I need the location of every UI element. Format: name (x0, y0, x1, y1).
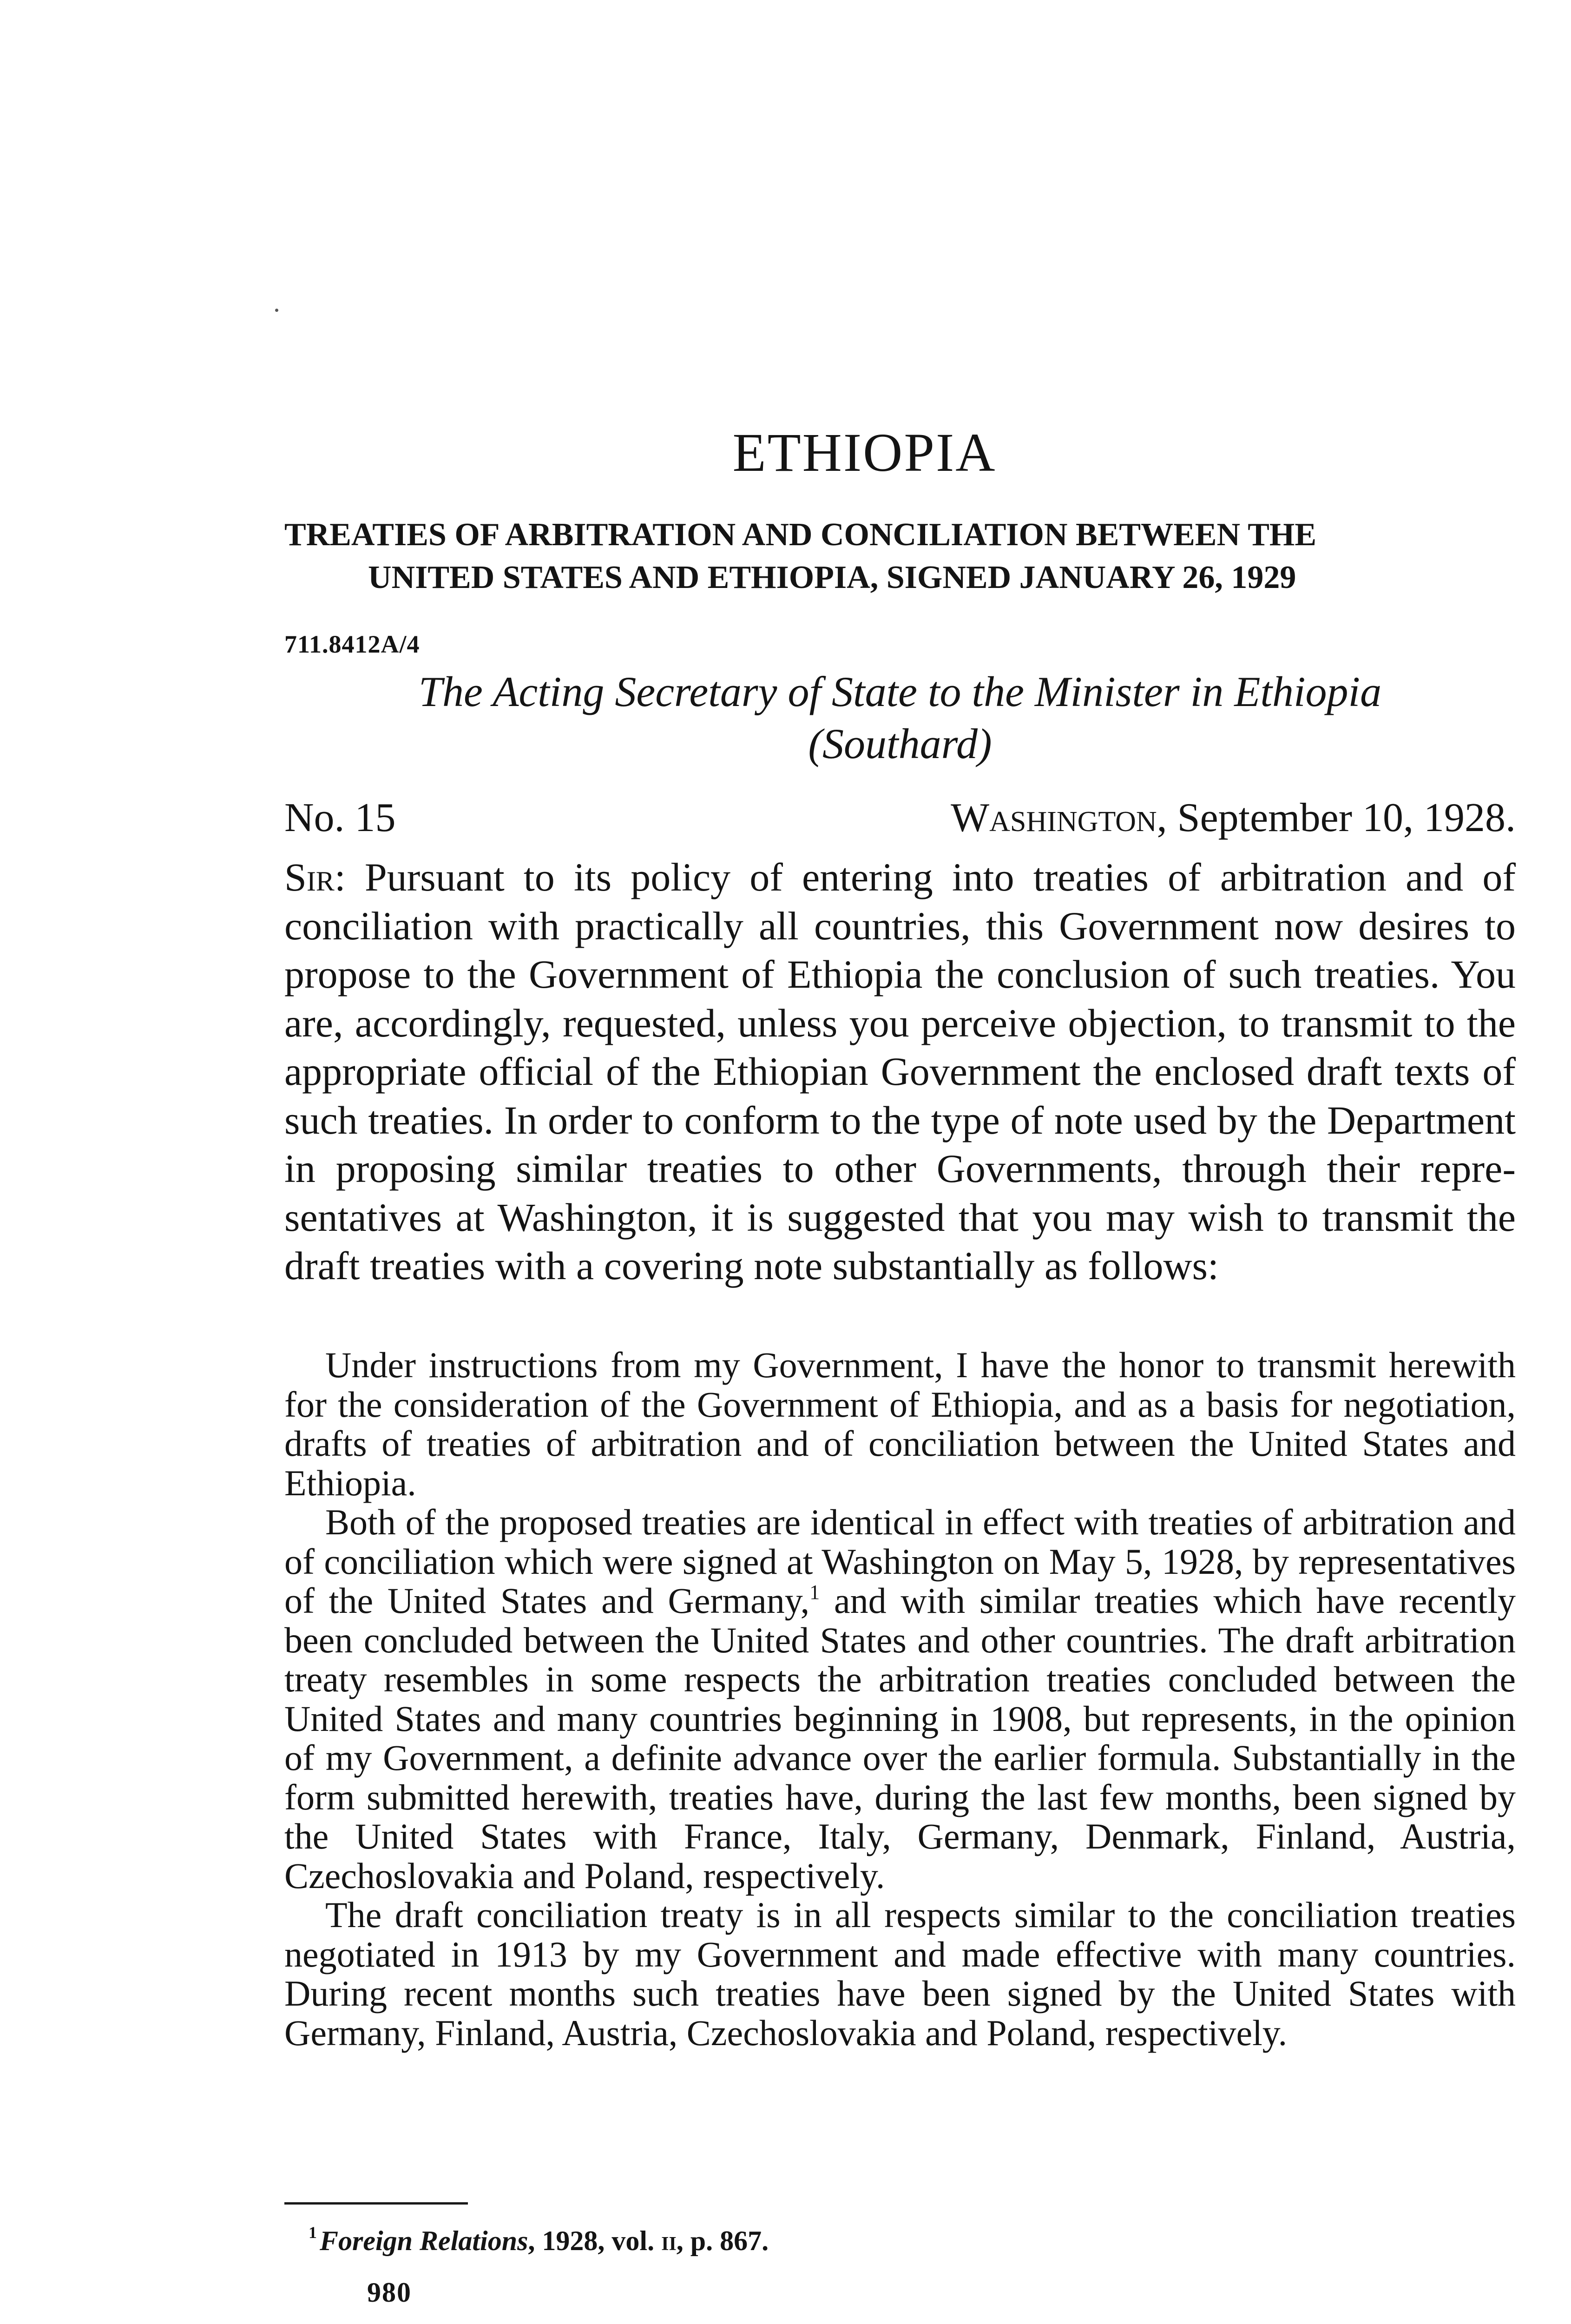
place-and-date (951, 795, 1516, 841)
country-heading: ETHIOPIA (732, 422, 997, 483)
quoted-paragraph-1: Under instructions from my Government, I have the honor to transmit herewith for the consideration of the Government of Ethiopia, and as a basis for negotiation, drafts of treaties of arbitration and of conciliation between the United States and Ethiopia. (284, 1345, 1516, 1503)
quoted-note (284, 1346, 1516, 2053)
page-number: 980 (367, 2277, 412, 2308)
letter-body (284, 853, 1516, 1290)
dateline-date: , September 10, 1928. (1157, 795, 1516, 840)
footnote-year: , 1928, vol. (528, 2225, 662, 2256)
dateline-place: Washington (951, 795, 1157, 840)
quoted-paragraph-2-part-2: and with similar treaties which have recently been concluded between the United States and other countries. The draft arbitration treaty resembles in some respects the arbitration treaties concluded between the United States and many countries beginning in 1908, but represents, in the opinion of my Government, a definite advance over the earlier formula. Substantially in the form submitted herewith, treaties have, during the last few months, been signed by the United States with France, Italy, Germany, Denmark, Finland, Austria, Czechoslovakia and Poland, respectively. (284, 1580, 1516, 1896)
salutation: Sir (284, 855, 335, 899)
quoted-paragraph-3: The draft conciliation treaty is in all respects similar to the conciliation treaties negotiated in 1913 by my Government and made effective with many countries. During recent months such treaties have been signed by the United States with Germany, Finland, Austria, Czechoslovakia and Poland, respectively. (284, 1895, 1516, 2053)
file-number: 711.8412A/4 (284, 630, 420, 658)
section-title-line-2: UNITED STATES AND ETHIOPIA, SIGNED JANUARY 26, 1929 (368, 560, 1296, 595)
footnote-page: , p. 867. (676, 2225, 769, 2256)
letter-body-text: : Pursuant to its policy of entering into treaties of arbitration and of conciliation with practically all countries, this Government now desires to propose to the Government of Ethiopia the conclusion of such treaties. You are, accordingly, requested, unless you perceive objection, to transmit to the appropriate official of the Ethiopian Government the enclosed draft texts of such treaties. In order to conform to the type of note used by the Department in proposing similar treaties to other Governments, through their representatives at Washington, it is suggested that you may wish to transmit the draft treaties with a covering note substantially as follows: (284, 855, 1516, 1288)
document-subject (284, 666, 1516, 770)
paper-speck (275, 309, 278, 312)
footnote-divider (284, 2202, 468, 2205)
section-title (284, 514, 1516, 599)
dispatch-number: No. 15 (284, 795, 396, 840)
footnote (309, 2223, 769, 2258)
footnote-title: Foreign Relations (320, 2225, 528, 2256)
footnote-mark: 1 (309, 2223, 317, 2242)
footnote-reference: 1 (809, 1581, 820, 1604)
quoted-paragraph-2-part-1: Both of the proposed treaties are identical in effect with treaties of arbitration and of conciliation which were signed at Washington on May 5, 1928, by representatives of the United States and Germany, (284, 1502, 1516, 1621)
quoted-paragraph-2 (284, 1503, 1516, 1895)
subject-line-1: The Acting Secretary of State to the Minister in Ethiopia (418, 668, 1382, 715)
section-title-line-1: TREATIES OF ARBITRATION AND CONCILIATION BETWEEN THE (284, 517, 1317, 553)
subject-line-2: (Southard) (808, 720, 992, 767)
footnote-volume: ii (661, 2225, 677, 2256)
